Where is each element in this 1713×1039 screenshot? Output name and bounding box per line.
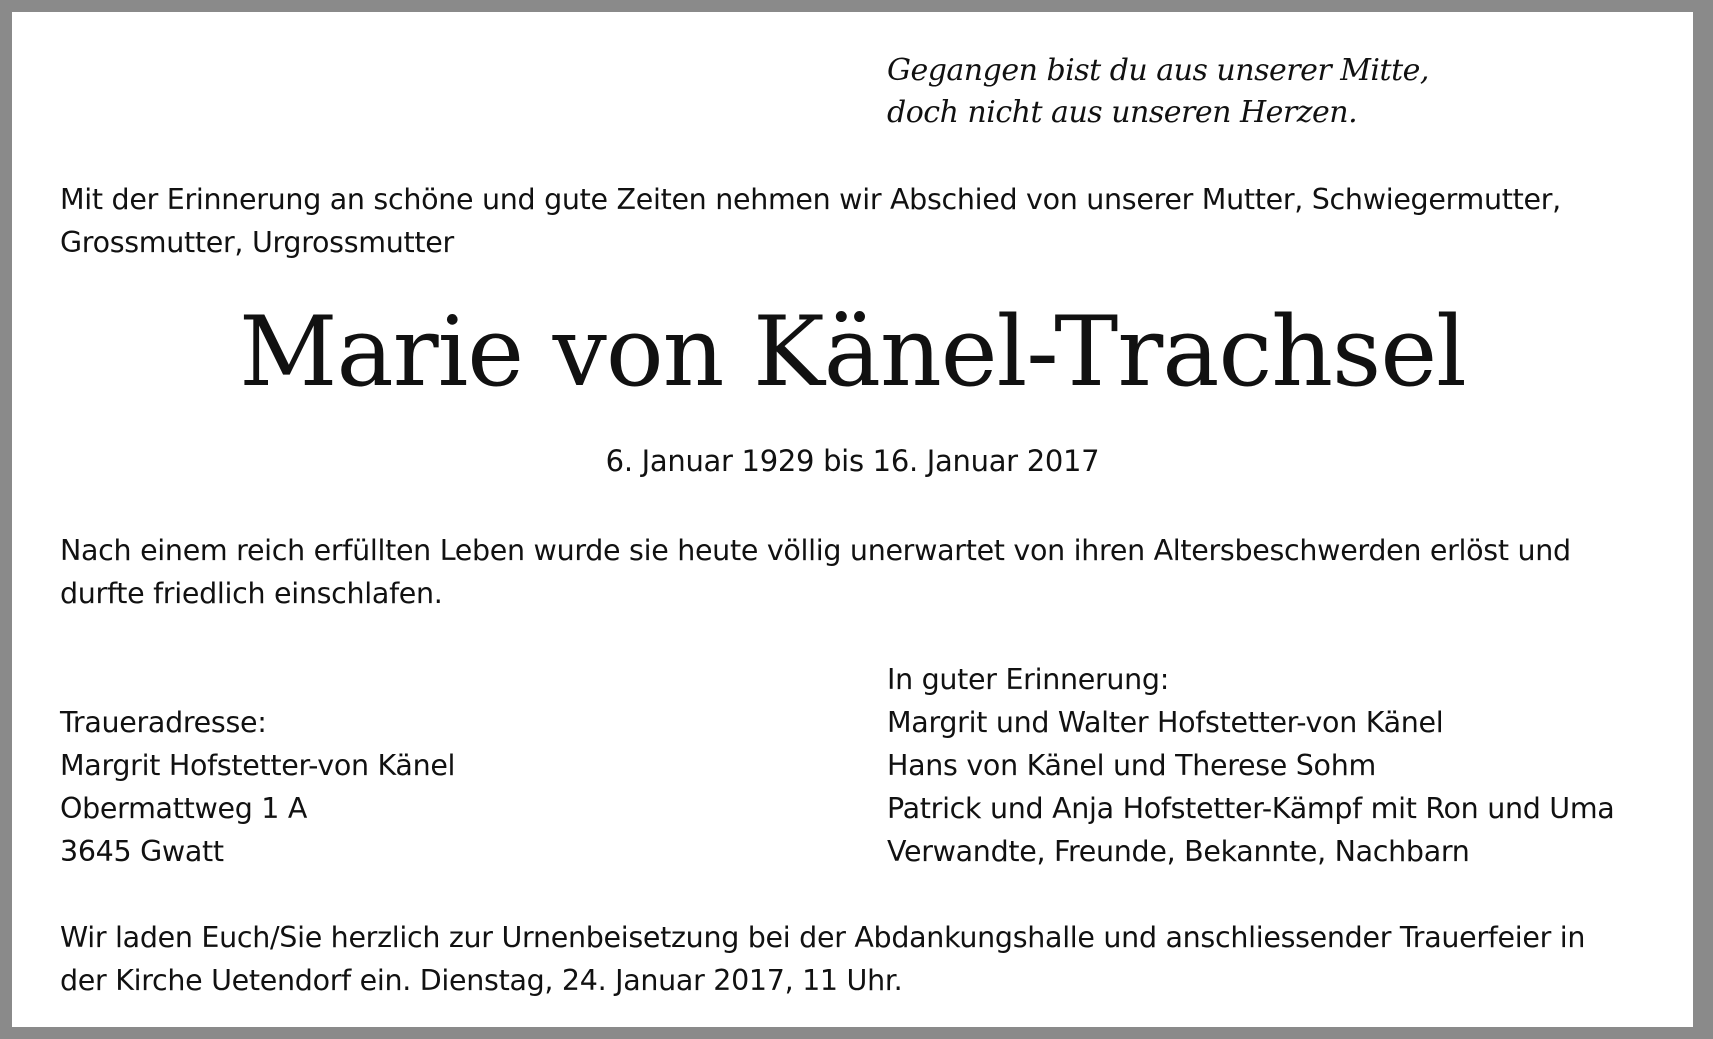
invitation-line-2: der Kirche Uetendorf ein. Dienstag, 24. Januar 2017, 11 Uhr. xyxy=(60,964,903,997)
life-dates: 6. Januar 1929 bis 16. Januar 2017 xyxy=(605,444,1100,478)
motto-line-1: Gegangen bist du aus unserer Mitte, xyxy=(887,53,1429,88)
intro-line-1: Mit der Erinnerung an schöne und gute Zeiten nehmen wir Abschied von unserer Mutter, Schwiegermutter, xyxy=(60,183,1561,216)
body-paragraph xyxy=(60,529,1660,615)
mourner-entry: Verwandte, Freunde, Bekannte, Nachbarn xyxy=(887,835,1470,868)
motto-line-2: doch nicht aus unseren Herzen. xyxy=(887,95,1358,130)
mourning-address-line: Margrit Hofstetter-von Känel xyxy=(60,749,456,782)
mourning-address xyxy=(60,701,455,873)
invitation-paragraph xyxy=(60,916,1660,1002)
mourning-address-line: 3645 Gwatt xyxy=(60,835,224,868)
intro-paragraph xyxy=(60,178,1660,264)
mourner-entry: Margrit und Walter Hofstetter-von Känel xyxy=(887,706,1444,739)
mourners-heading: In guter Erinnerung: xyxy=(887,663,1170,696)
body-line-1: Nach einem reich erfüllten Leben wurde sie heute völlig unerwartet von ihren Altersbeschwerden erlöst und xyxy=(60,534,1571,567)
mourner-entry: Hans von Känel und Therese Sohm xyxy=(887,749,1376,782)
intro-line-2: Grossmutter, Urgrossmutter xyxy=(60,226,454,259)
mourners-list xyxy=(887,658,1614,873)
body-line-2: durfte friedlich einschlafen. xyxy=(60,577,443,610)
deceased-name: Marie von Känel-Trachsel xyxy=(239,296,1466,408)
motto-quote xyxy=(887,50,1429,134)
mourner-entry: Patrick und Anja Hofstetter-Kämpf mit Ron und Uma xyxy=(887,792,1615,825)
obituary-notice xyxy=(12,12,1693,1027)
invitation-line-1: Wir laden Euch/Sie herzlich zur Urnenbeisetzung bei der Abdankungshalle und anschliessender Trauerfeier in xyxy=(60,921,1586,954)
mourning-address-heading: Traueradresse: xyxy=(60,706,267,739)
mourning-address-line: Obermattweg 1 A xyxy=(60,792,308,825)
